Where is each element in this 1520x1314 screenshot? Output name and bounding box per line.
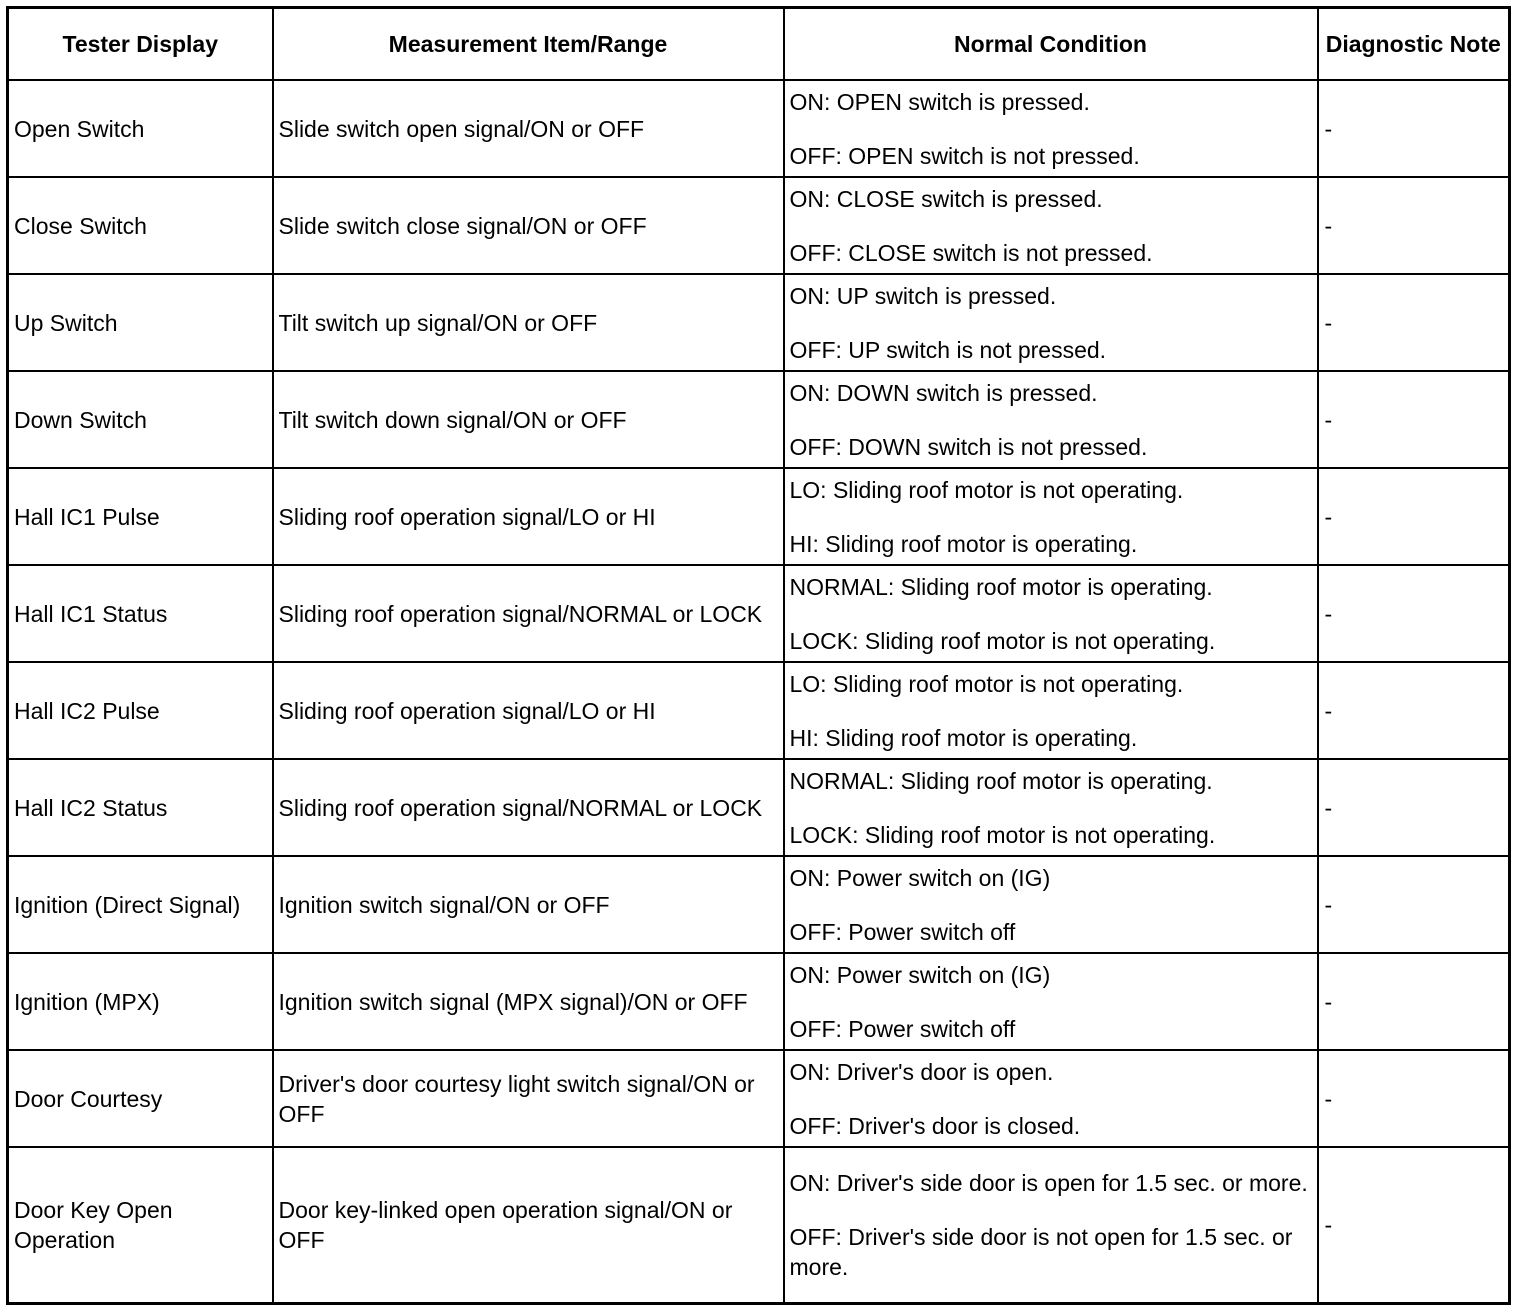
condition-off-text: OFF: Driver's door is closed. [789, 1112, 1081, 1139]
tester-display-cell: Door Key Open Operation [8, 1147, 273, 1304]
tester-display-cell: Ignition (Direct Signal) [8, 856, 273, 953]
measurement-cell: Tilt switch up signal/ON or OFF [273, 274, 784, 371]
table-row [8, 1147, 1510, 1304]
measurement-cell: Driver's door courtesy light switch signal/ON or OFF [273, 1050, 784, 1147]
diagnostic-note-cell: - [1318, 468, 1510, 565]
condition-off-text: OFF: DOWN switch is not pressed. [789, 433, 1148, 460]
normal-condition-cell [784, 80, 1318, 177]
measurement-cell: Tilt switch down signal/ON or OFF [273, 371, 784, 468]
tester-display-cell: Ignition (MPX) [8, 953, 273, 1050]
tester-display-cell: Close Switch [8, 177, 273, 274]
condition-off-text: OFF: OPEN switch is not pressed. [789, 142, 1140, 169]
tester-display-cell: Down Switch [8, 371, 273, 468]
diagnostic-note-cell: - [1318, 1050, 1510, 1147]
tester-display-cell: Door Courtesy [8, 1050, 273, 1147]
diagnostic-note-cell: - [1318, 371, 1510, 468]
condition-on-text: LO: Sliding roof motor is not operating. [789, 476, 1184, 503]
condition-off-text: OFF: Power switch off [789, 1015, 1016, 1042]
measurement-cell: Sliding roof operation signal/LO or HI [273, 468, 784, 565]
measurement-cell: Sliding roof operation signal/NORMAL or LOCK [273, 565, 784, 662]
condition-off-text: HI: Sliding roof motor is operating. [789, 530, 1138, 557]
table-row [8, 468, 1510, 565]
tester-display-cell: Up Switch [8, 274, 273, 371]
tester-display-cell: Hall IC2 Pulse [8, 662, 273, 759]
normal-condition-cell [784, 953, 1318, 1050]
condition-off-text: OFF: Power switch off [789, 918, 1016, 945]
condition-off-text: OFF: CLOSE switch is not pressed. [789, 239, 1153, 266]
condition-on-text: ON: DOWN switch is pressed. [789, 379, 1098, 406]
measurement-cell: Ignition switch signal (MPX signal)/ON or OFF [273, 953, 784, 1050]
measurement-cell: Slide switch close signal/ON or OFF [273, 177, 784, 274]
table-row [8, 371, 1510, 468]
table-row [8, 662, 1510, 759]
normal-condition-cell [784, 274, 1318, 371]
tester-display-cell: Hall IC1 Pulse [8, 468, 273, 565]
normal-condition-cell [784, 662, 1318, 759]
measurement-cell: Sliding roof operation signal/NORMAL or LOCK [273, 759, 784, 856]
diagnostic-note-cell: - [1318, 953, 1510, 1050]
header-tester-display: Tester Display [8, 8, 273, 81]
normal-condition-cell [784, 371, 1318, 468]
tester-display-cell: Open Switch [8, 80, 273, 177]
condition-on-text: ON: UP switch is pressed. [789, 282, 1057, 309]
normal-condition-cell [784, 468, 1318, 565]
diagnostic-note-cell: - [1318, 80, 1510, 177]
condition-on-text: ON: CLOSE switch is pressed. [789, 185, 1103, 212]
table-row [8, 274, 1510, 371]
condition-on-text: ON: Power switch on (IG) [789, 864, 1051, 891]
measurement-cell: Ignition switch signal/ON or OFF [273, 856, 784, 953]
diagnostic-note-cell: - [1318, 856, 1510, 953]
table-header-row [8, 8, 1510, 81]
diagnostic-note-cell: - [1318, 662, 1510, 759]
header-diagnostic-note: Diagnostic Note [1318, 8, 1510, 81]
normal-condition-cell [784, 177, 1318, 274]
tester-display-cell: Hall IC1 Status [8, 565, 273, 662]
table-row [8, 565, 1510, 662]
normal-condition-cell [784, 1050, 1318, 1147]
condition-on-text: ON: OPEN switch is pressed. [789, 88, 1090, 115]
condition-on-text: ON: Driver's side door is open for 1.5 sec. or more. [789, 1170, 1308, 1196]
table-row [8, 856, 1510, 953]
condition-off-text: HI: Sliding roof motor is operating. [789, 724, 1138, 751]
diagnostic-note-cell: - [1318, 759, 1510, 856]
diagnostic-note-cell: - [1318, 1147, 1510, 1304]
diagnostic-note-cell: - [1318, 565, 1510, 662]
condition-off-text: LOCK: Sliding roof motor is not operating. [789, 627, 1216, 654]
table-row [8, 759, 1510, 856]
condition-off-text: OFF: UP switch is not pressed. [789, 336, 1107, 363]
diagnostic-note-cell: - [1318, 274, 1510, 371]
table-row [8, 1050, 1510, 1147]
table-row [8, 80, 1510, 177]
measurement-cell: Door key-linked open operation signal/ON or OFF [273, 1147, 784, 1304]
condition-on-text: LO: Sliding roof motor is not operating. [789, 670, 1184, 697]
table-row [8, 953, 1510, 1050]
header-normal-condition: Normal Condition [784, 8, 1318, 81]
header-measurement: Measurement Item/Range [273, 8, 784, 81]
normal-condition-cell [784, 759, 1318, 856]
measurement-cell: Sliding roof operation signal/LO or HI [273, 662, 784, 759]
condition-off-text: OFF: Driver's side door is not open for 1.5 sec. or more. [789, 1224, 1293, 1280]
normal-condition-cell [784, 1147, 1318, 1304]
condition-on-text: ON: Driver's door is open. [789, 1058, 1054, 1085]
measurement-cell: Slide switch open signal/ON or OFF [273, 80, 784, 177]
condition-off-text: LOCK: Sliding roof motor is not operating. [789, 821, 1216, 848]
condition-on-text: NORMAL: Sliding roof motor is operating. [789, 767, 1213, 794]
condition-on-text: NORMAL: Sliding roof motor is operating. [789, 573, 1213, 600]
data-list-table [6, 6, 1511, 1305]
tester-display-cell: Hall IC2 Status [8, 759, 273, 856]
table-row [8, 177, 1510, 274]
diagnostic-note-cell: - [1318, 177, 1510, 274]
condition-on-text: ON: Power switch on (IG) [789, 961, 1051, 988]
normal-condition-cell [784, 856, 1318, 953]
normal-condition-cell [784, 565, 1318, 662]
